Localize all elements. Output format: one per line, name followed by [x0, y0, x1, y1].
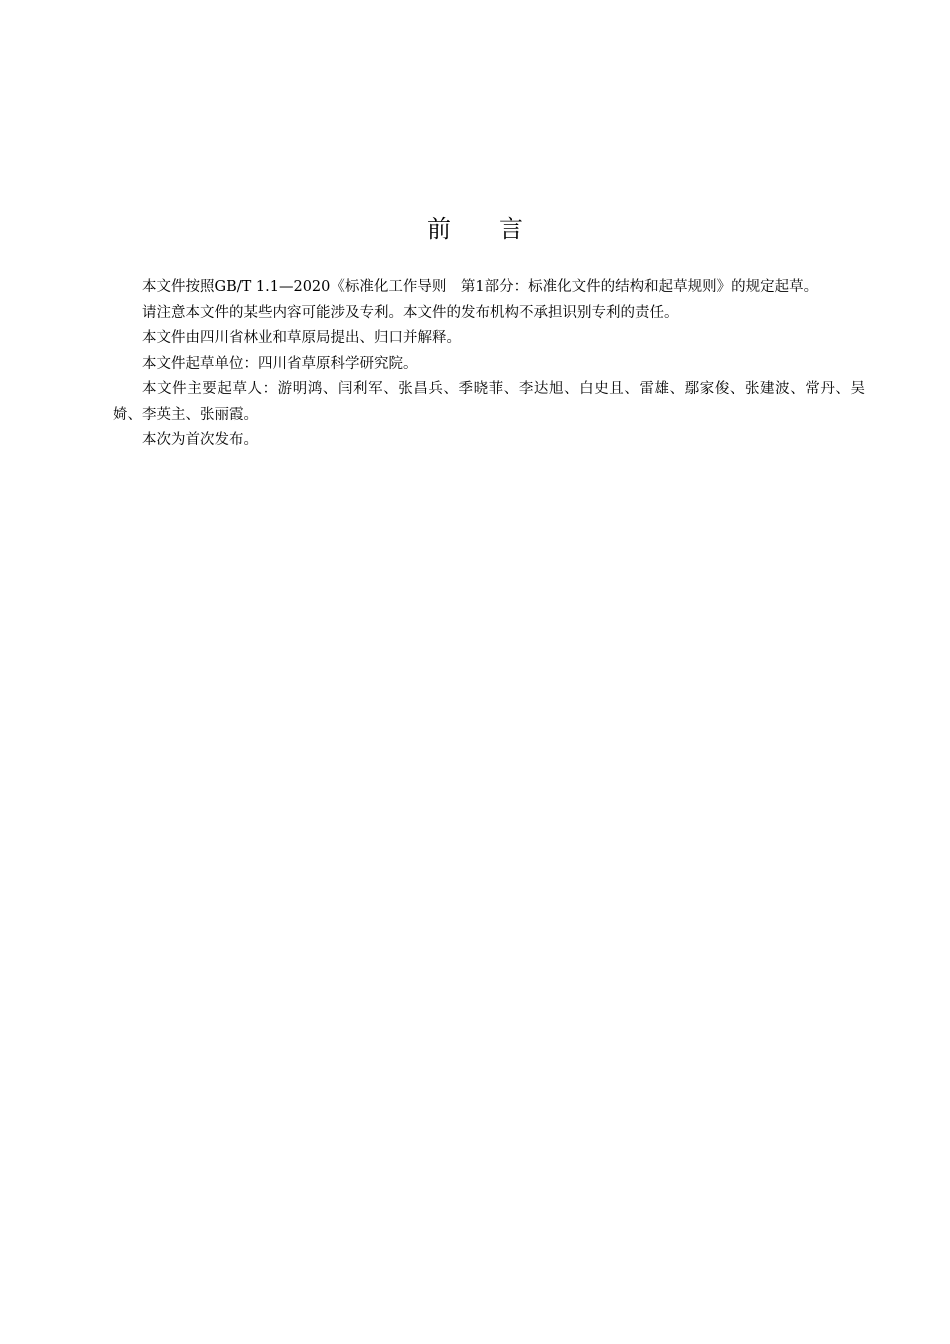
paragraph-drafting-basis: 本文件按照GB/T 1.1—2020《标准化工作导则 第1部分：标准化文件的结构和起草规则》的规定起草。: [142, 279, 819, 295]
paragraph-drafters: 本文件主要起草人：游明鸿、闫利军、张昌兵、季晓菲、李达旭、白史且、雷雄、鄢家俊、张建波、常丹、吴婍、李英主、张丽霞。: [113, 381, 865, 423]
paragraph-release-note: 本次为首次发布。: [142, 432, 258, 448]
paragraph-patent-notice: 请注意本文件的某些内容可能涉及专利。本文件的发布机构不承担识别专利的责任。: [142, 304, 679, 321]
paragraph-drafting-unit: 本文件起草单位：四川省草原科学研究院。: [142, 355, 418, 372]
page-title: 前 言: [427, 215, 523, 244]
paragraph-proposer: 本文件由四川省林业和草原局提出、归口并解释。: [142, 330, 461, 346]
foreword-body: [113, 275, 865, 454]
